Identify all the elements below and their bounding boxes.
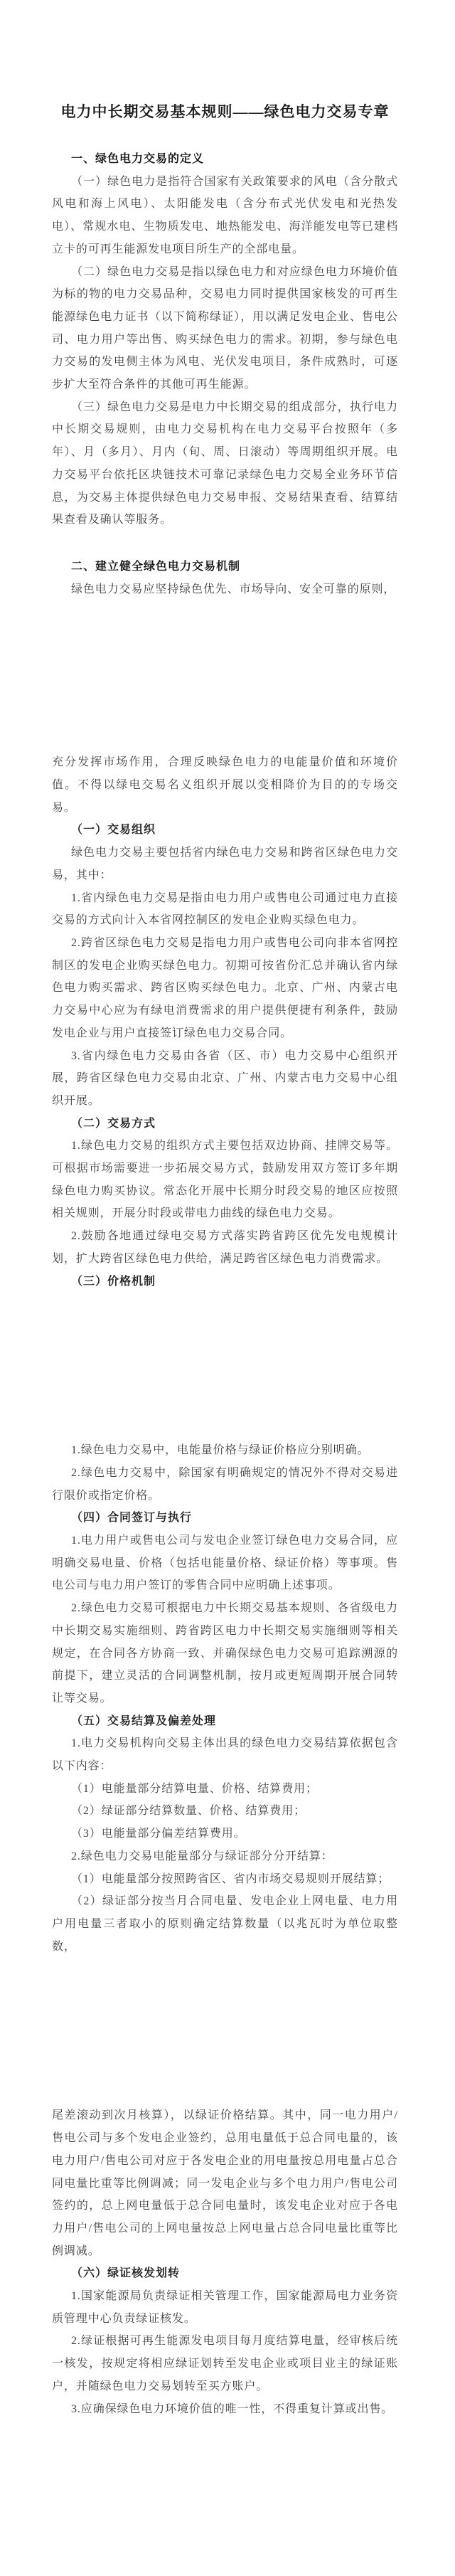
section-heading-1: 一、绿色电力交易的定义: [71, 153, 205, 165]
subsection-heading-trade-mode: （二）交易方式: [71, 1117, 156, 1130]
doc-paragraph: （一）绿色电力是指符合国家有关政策要求的风电（含分散式风电和海上风电）、太阳能发电（含分布式光伏发电和光热发电）、常规水电、生物质发电、地热能发电、海洋能发电等已建档立卡的可再生能源发电项目所生产的全部电量。: [52, 175, 398, 255]
doc-list-item: 2.绿证根据可再生能源发电项目每月度结算电量，经审核后统一核发，按规定将相应绿证划转至发电企业或项目业主的绿证账户，并随绿色电力交易划转至买方账户。: [52, 2335, 398, 2392]
doc-paragraph-continuation: 充分发挥市场作用，合理反映绿色电力的电能量价值和环境价值。不得以绿电交易名义组织开展以变相降价为目的的专场交易。: [52, 756, 398, 814]
doc-list-item: 2.绿色电力交易可根据电力中长期交易基本规则、各省级电力中长期交易实施细则、跨省跨区电力中长期交易实施细则等相关规定，在合同各方协商一致、并确保绿色电力交易可追踪溯源的前提下，建立灵活的合同调整机制，按月或更短周期开展合同转让等交易。: [52, 1602, 398, 1705]
doc-list-item: 3.省内绿色电力交易由各省（区、市）电力交易中心组织开展，跨省区绿色电力交易由北京、广州、内蒙古电力交易中心组织开展。: [52, 1049, 398, 1107]
doc-list-item: 1.省内绿色电力交易是指由电力用户或售电公司通过电力直接交易的方式向计入本省网控制区的发电企业购买绿色电力。: [52, 891, 398, 927]
page-break-gap: [52, 1293, 398, 1439]
doc-paragraph: 绿色电力交易应坚持绿色优先、市场导向、安全可靠的原则，: [71, 583, 396, 595]
doc-sublist-item: （2）绿证部分按当月合同电量、发电企业上网电量、电力用户用电量三者取小的原则确定结算数量（以兆瓦时为单位取整数，: [52, 1895, 398, 1953]
doc-title: 电力中长期交易基本规则——绿色电力交易专章: [60, 103, 390, 120]
subsection-heading-contract-signing: （四）合同签订与执行: [71, 1512, 193, 1525]
doc-sublist-item: （1）电能量部分结算电量、价格、结算费用；: [71, 1782, 318, 1795]
doc-list-item: 2.绿色电力交易中，除国家有明确规定的情况外不得对交易进行限价或指定价格。: [52, 1466, 398, 1502]
section-heading-2: 二、建立健全绿色电力交易机制: [71, 560, 241, 573]
doc-list-item: 1.电力交易机构向交易主体出具的绿色电力交易结算依据包含以下内容：: [52, 1737, 398, 1773]
doc-sublist-item: （2）绿证部分结算数量、价格、结算费用；: [71, 1805, 306, 1818]
doc-paragraph-continuation: 尾差滚动到次月核算），以绿证价格结算。其中，同一电力用户/售电公司与多个发电企业签约，总用电量低于总合同电量的，该电力用户/售电公司对应于各发电企业的用电量按总用电量占总合同电量比重等比例调减；同一发电企业与多个电力用户/售电公司签约的，总上网电量低于总合同电量时，该发电企业对应于各电力用户/售电公司的上网电量按总上网电量占总合同电量比重等比例调减。: [52, 2109, 398, 2257]
doc-paragraph: （二）绿色电力交易是指以绿色电力和对应绿色电力环境价值为标的物的电力交易品种，交易电力同时提供国家核发的可再生能源绿色电力证书（以下简称绿证），用以满足发电企业、售电公司、电力用户等出售、购买绿色电力的需求。初期，参与绿色电力交易的发电侧主体为风电、光伏发电项目，条件成熟时，可逐步扩大至符合条件的其他可再生能源。: [52, 265, 398, 391]
page-break-gap: [52, 600, 398, 751]
subsection-heading-price-mechanism: （三）价格机制: [71, 1275, 156, 1288]
doc-list-item: 1.绿色电力交易中，电能量价格与绿证价格应分别明确。: [71, 1444, 370, 1457]
subsection-heading-trade-organization: （一）交易组织: [71, 824, 156, 837]
doc-sublist-item: （3）电能量部分偏差结算费用。: [71, 1828, 246, 1840]
doc-paragraph: （三）绿色电力交易是电力中长期交易的组成部分，执行电力中长期交易规则，由电力交易机构在电力交易平台按照年（多年）、月（多月）、月内（旬、周、日滚动）等周期组织开展。电力交易平台依托区块链技术可靠记录绿色电力交易全业务环节信息，为交易主体提供绿色电力交易申报、交易结果查看、结算结果查看及确认等服务。: [52, 401, 398, 526]
doc-list-item: 1.绿色电力交易的组织方式主要包括双边协商、挂牌交易等。可根据市场需要进一步拓展交易方式，鼓励发用双方签订多年期绿色电力购买协议。常态化开展中长期分时段交易的地区应按照相关规则，开展分时段或带电力曲线的绿色电力交易。: [52, 1140, 398, 1220]
doc-list-item: 3.应确保绿色电力环境价值的唯一性，不得重复计算或出售。: [71, 2402, 394, 2415]
subsection-heading-settlement: （五）交易结算及偏差处理: [71, 1714, 217, 1727]
doc-list-item: 2.鼓励各地通过绿电交易方式落实跨省跨区优先发电规模计划，扩大跨省区绿色电力供给，满足跨省区绿色电力消费需求。: [52, 1230, 398, 1265]
doc-sublist-item: （1）电能量部分按照跨省区、省内市场交易规则开展结算；: [71, 1872, 390, 1885]
doc-paragraph: 绿色电力交易主要包括省内绿色电力交易和跨省区绿色电力交易，其中：: [52, 847, 398, 881]
doc-list-item: 2.跨省区绿色电力交易是指电力用户或售电公司向非本省网控制区的发电企业购买绿色电力。初期可按省份汇总并确认省内绿色电力购买需求、跨省区购买绿色电力。北京、广州、内蒙古电力交易中心应为有绿电消费需求的用户提供便捷有利条件，鼓励发电企业与用户直接签订绿色电力交易合同。: [52, 936, 398, 1039]
doc-list-item: 2.绿色电力交易电能量部分与绿证部分分开结算：: [71, 1850, 333, 1862]
doc-list-item: 1.国家能源局负责绿证相关管理工作，国家能源局电力业务资质管理中心负责绿证核发。: [52, 2290, 398, 2325]
subsection-heading-certificate-transfer: （六）绿证核发划转: [71, 2267, 181, 2280]
page-break-gap: [52, 1958, 398, 2104]
doc-list-item: 1.电力用户或售电公司与发电企业签订绿色电力交易合同，应明确交易电量、价格（包括电能量价格、绿证价格）等事项。售电公司与电力用户签订的零售合同中应明确上述事项。: [52, 1535, 398, 1592]
